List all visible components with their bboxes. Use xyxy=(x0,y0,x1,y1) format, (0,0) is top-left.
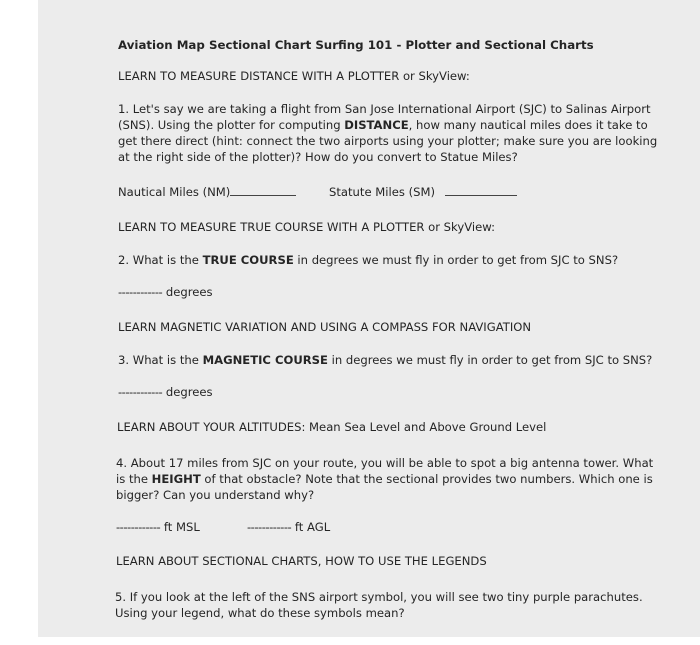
question-4-text-a: 4. About 17 miles from SJC on your route, you will be able to spot a big antenna tower. What is the xyxy=(116,456,654,486)
question-1-keyword: DISTANCE xyxy=(344,118,409,132)
nautical-miles-row xyxy=(118,184,296,200)
section-heading-magnetic-variation: LEARN MAGNETIC VARIATION AND USING A COMPASS FOR NAVIGATION xyxy=(118,320,532,334)
section-heading-distance: LEARN TO MEASURE DISTANCE WITH A PLOTTER or SkyView: xyxy=(118,69,470,83)
question-3 xyxy=(118,352,652,368)
question-3-keyword: MAGNETIC COURSE xyxy=(202,353,328,367)
question-1-text-c: , how many nautical miles does it take to get there direct (hint: connect the two airports using your plotter; make sure you are looking at the right side of the plotter)? How do you convert to Statue Miles? xyxy=(118,118,658,164)
agl-unit: ft AGL xyxy=(294,520,331,534)
question-2 xyxy=(118,252,618,268)
question-2-keyword: TRUE COURSE xyxy=(202,253,294,267)
question-4-keyword: HEIGHT xyxy=(151,472,201,486)
question-3-text-a: 3. What is the xyxy=(118,353,203,367)
question-2-unit: degrees xyxy=(165,285,213,299)
question-2-answer-dashes[interactable]: ------------ xyxy=(118,285,163,299)
question-4-msl-answer xyxy=(116,519,200,535)
question-3-answer-dashes[interactable]: ------------ xyxy=(118,385,163,399)
section-heading-altitudes: LEARN ABOUT YOUR ALTITUDES: Mean Sea Level and Above Ground Level xyxy=(117,420,547,434)
question-2-text-a: 2. What is the xyxy=(118,253,203,267)
statute-miles-label: Statute Miles (SM) xyxy=(329,185,435,199)
nautical-miles-label: Nautical Miles (NM) xyxy=(118,185,231,199)
statute-miles-answer-line[interactable] xyxy=(445,195,517,196)
nautical-miles-answer-line[interactable] xyxy=(230,195,296,196)
question-4 xyxy=(116,455,664,503)
section-heading-true-course: LEARN TO MEASURE TRUE COURSE WITH A PLOTTER or SkyView: xyxy=(118,220,495,234)
question-2-answer xyxy=(118,284,213,300)
question-4-agl-answer xyxy=(247,519,330,535)
question-3-answer xyxy=(118,384,213,400)
msl-unit: ft MSL xyxy=(163,520,200,534)
question-2-text-c: in degrees we must fly in order to get from SJC to SNS? xyxy=(293,253,619,267)
msl-answer-dashes[interactable]: ------------ xyxy=(116,520,161,534)
question-5: 5. If you look at the left of the SNS airport symbol, you will see two tiny purple parachutes. Using your legend, what do these symbols mean? xyxy=(115,590,643,620)
agl-answer-dashes[interactable]: ------------ xyxy=(247,520,292,534)
question-3-text-c: in degrees we must fly in order to get from SJC to SNS? xyxy=(327,353,653,367)
page-title: Aviation Map Sectional Chart Surfing 101 - Plotter and Sectional Charts xyxy=(118,38,594,52)
question-1-text-a: 1. Let's say we are taking a flight from San Jose International Airport (SJC) to Salinas Airport (SNS). Using the plotter for computing xyxy=(118,102,651,132)
statute-miles-row xyxy=(329,184,517,200)
question-4-text-c: of that obstacle? Note that the sectional provides two numbers. Which one is bigger? Can you understand why? xyxy=(116,472,653,502)
question-3-unit: degrees xyxy=(165,385,213,399)
question-1 xyxy=(118,101,663,165)
section-heading-legends: LEARN ABOUT SECTIONAL CHARTS, HOW TO USE THE LEGENDS xyxy=(116,554,487,568)
